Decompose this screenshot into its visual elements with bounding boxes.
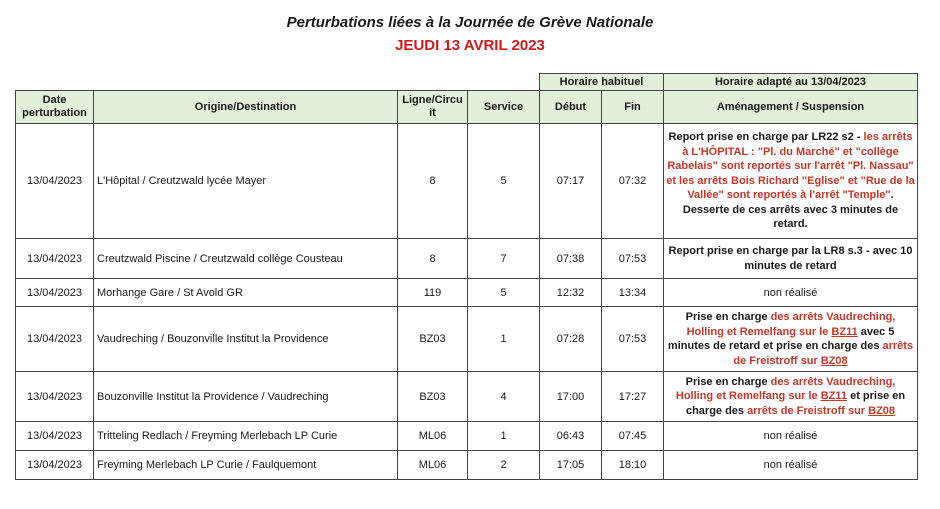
service-cell: 1 [468,307,540,372]
ligne-cell: ML06 [398,451,468,480]
amenagement-text: BZ11 [820,390,848,403]
ligne-cell: ML06 [398,422,468,451]
ligne-cell: 8 [398,124,468,239]
col-header-fin: Fin [602,91,664,124]
table-row [16,422,918,451]
amenagement-cell [664,372,918,422]
fin-cell: 07:53 [602,239,664,279]
fin-cell: 13:34 [602,279,664,307]
ligne-cell: BZ03 [398,307,468,372]
amenagement-text: BZ11 [831,325,858,338]
group-header-adapte: Horaire adapté au 13/04/2023 [664,74,918,91]
date-cell: 13/04/2023 [16,372,94,422]
amenagement-cell [664,451,918,480]
service-cell: 7 [468,239,540,279]
table-row [16,307,918,372]
fin-cell: 07:45 [602,422,664,451]
origine-cell: L'Hôpital / Creutzwald lycée Mayer [94,124,398,239]
document-subtitle: JEUDI 13 AVRIL 2023 [395,37,545,54]
amenagement-text: des arrêts Vaudreching, Holling et Remelfang sur le [675,375,896,403]
amenagement-text: avec 5 minutes de retard et prise en charge des [667,325,895,352]
group-header-habituel: Horaire habituel [540,74,664,91]
fin-cell: 07:53 [602,307,664,372]
amenagement-text: des arrêts Vaudreching, Holling et Remelfang sur le [686,311,896,338]
amenagement-cell [664,239,918,279]
amenagement-text: . Desserte de ces arrêts avec 3 minutes de retard. [682,189,899,231]
amenagement-cell [664,124,918,239]
amenagement-cell [664,422,918,451]
fin-cell: 18:10 [602,451,664,480]
origine-cell: Morhange Gare / St Avold GR [94,279,398,307]
amenagement-cell [664,279,918,307]
service-cell: 2 [468,451,540,480]
amenagement-text: arrêts de Freistroff sur [747,404,869,417]
ligne-cell: 119 [398,279,468,307]
col-header-debut: Début [540,91,602,124]
perturbations-table [15,73,918,480]
date-cell: 13/04/2023 [16,422,94,451]
document-title: Perturbations liées à la Journée de Grève Nationale [286,14,654,31]
debut-cell: 06:43 [540,422,602,451]
date-cell: 13/04/2023 [16,279,94,307]
col-header-ligne: Ligne/Circuit [398,91,468,124]
amenagement-text: BZ08 [868,404,896,417]
table-row [16,124,918,239]
col-header-origine: Origine/Destination [94,91,398,124]
service-cell: 4 [468,372,540,422]
origine-cell: Bouzonville Institut la Providence / Vaudreching [94,372,398,422]
origine-cell: Creutzwald Piscine / Creutzwald collège Cousteau [94,239,398,279]
date-cell: 13/04/2023 [16,124,94,239]
date-cell: 13/04/2023 [16,307,94,372]
table-row [16,372,918,422]
fin-cell: 07:32 [602,124,664,239]
amenagement-text: arrêts de Freistroff sur [733,340,914,367]
col-header-date: Date perturbation [16,91,94,124]
fin-cell: 17:27 [602,372,664,422]
amenagement-text: Prise en charge [685,375,771,388]
debut-cell: 07:28 [540,307,602,372]
debut-cell: 17:00 [540,372,602,422]
debut-cell: 17:05 [540,451,602,480]
amenagement-text: Report prise en charge par LR22 s2 - [668,131,864,144]
amenagement-text: les arrêts à L'HÔPITAL : "Pl. du Marché" et "collège Rabelais" sont reportés sur l'arrêt "Pl. Nassau" et les arrêts Bois Richard "Eglise" et "Rue de la Vallée" sont reportés à l'arrêt "Temple" [666,131,915,202]
origine-cell: Freyming Merlebach LP Curie / Faulquemont [94,451,398,480]
amenagement-text: Report prise en charge par la LR8 s.3 - avec 10 minutes de retard [668,245,913,272]
col-header-amenagement: Aménagement / Suspension [664,91,918,124]
debut-cell: 12:32 [540,279,602,307]
amenagement-text: Prise en charge [685,311,771,323]
ligne-cell: 8 [398,239,468,279]
date-cell: 13/04/2023 [16,239,94,279]
date-cell: 13/04/2023 [16,451,94,480]
table-row [16,451,918,480]
col-header-service: Service [468,91,540,124]
amenagement-text: non réalisé [763,430,818,442]
amenagement-text: non réalisé [763,286,818,299]
origine-cell: Vaudreching / Bouzonville Institut la Providence [94,307,398,372]
table-row [16,239,918,279]
service-cell: 5 [468,124,540,239]
service-cell: 1 [468,422,540,451]
amenagement-text: et prise en charge des [685,390,906,417]
origine-cell: Tritteling Redlach / Freyming Merlebach LP Curie [94,422,398,451]
amenagement-cell [664,307,918,372]
debut-cell: 07:38 [540,239,602,279]
amenagement-text: non réalisé [763,459,818,471]
amenagement-text: BZ08 [820,354,848,367]
ligne-cell: BZ03 [398,372,468,422]
table-row [16,279,918,307]
service-cell: 5 [468,279,540,307]
debut-cell: 07:17 [540,124,602,239]
